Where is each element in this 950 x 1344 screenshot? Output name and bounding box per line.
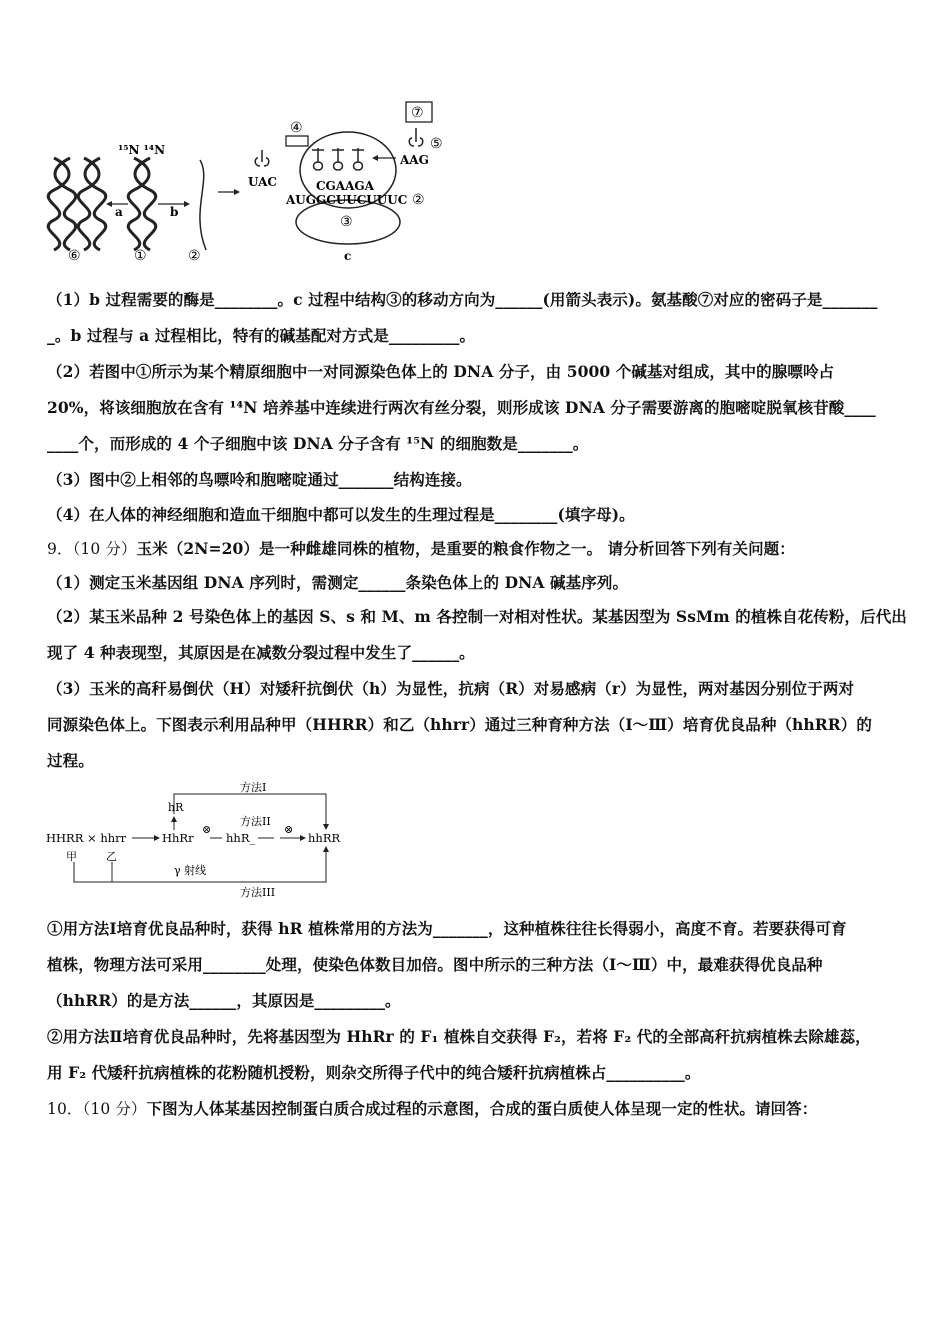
q9-line-1: （1）测定玉米基因组 DNA 序列时，需测定______条染色体上的 DNA 碱基序列。 (47, 573, 629, 592)
q10-score: （10 分） (82, 1100, 147, 1118)
q9-sub2-line-1: ②用方法Ⅱ培育优良品种时，先将基因型为 HhRr 的 F₁ 植株自交获得 F₂，若将 F₂ 代的全部高秆抗病植株去除雄蕊， (47, 1027, 871, 1046)
hhrr-target-label: hhRR (308, 831, 341, 845)
breeding-methods-figure (44, 778, 364, 900)
q9-line-5: 同源染色体上。下图表示利用品种甲（HHRR）和乙（hhrr）通过三种育种方法（Ⅰ～Ⅲ）培育优良品种（hhRR）的 (47, 715, 872, 734)
label-2: ② (188, 248, 201, 264)
mrna-sequence: AUGGCUUCUUUC (286, 193, 408, 207)
hr-label: hR (168, 801, 184, 814)
q9-line-4: （3）玉米的高秆易倒伏（H）对矮秆抗倒伏（h）为显性，抗病（R）对易感病（r）为显性，两对基因分别位于两对 (47, 679, 855, 698)
yi-label: 乙 (106, 850, 117, 863)
q9-score: （10 分） (72, 540, 137, 558)
dna-helix-6 (48, 158, 106, 250)
q8-line-6: （3）图中②上相邻的鸟嘌呤和胞嘧啶通过_______结构连接。 (47, 470, 472, 489)
aag-label: AAG (400, 153, 429, 167)
method-3-label: 方法III (240, 886, 276, 899)
isotope-label: ¹⁵N ¹⁴N (118, 143, 166, 157)
label-7: ⑦ (411, 105, 424, 121)
uac-label: UAC (248, 175, 277, 189)
q9-sub2-line-2: 用 F₂ 代矮秆抗病植株的花粉随机授粉，则杂交所得子代中的纯合矮秆抗病植株占__________。 (47, 1063, 701, 1082)
dna-helix-1 (128, 158, 156, 250)
q8-line-3: （2）若图中①所示为某个精原细胞中一对同源染色体上的 DNA 分子，由 5000 个碱基对组成，其中的腺嘌呤占 (47, 362, 835, 381)
dna-process-figure (40, 100, 460, 265)
label-2b: ② (412, 192, 425, 208)
method-2-label: 方法II (240, 815, 271, 828)
q9-line-6: 过程。 (47, 751, 94, 770)
q9-number: 9． (47, 540, 73, 558)
label-6: ⑥ (68, 248, 81, 264)
q9-sub1-line-2: 植株，物理方法可采用________处理，使染色体数目加倍。图中所示的三种方法（Ⅰ～Ⅲ）中，最难获得优良品种 (47, 955, 823, 974)
label-5: ⑤ (430, 136, 443, 152)
jia-label: 甲 (66, 850, 77, 863)
q8-line-4: 20%，将该细胞放在含有 ¹⁴N 培养基中连续进行两次有丝分裂，则形成该 DNA 分子需要游离的胞嘧啶脱氧核苷酸____ (47, 398, 876, 417)
q8-line-2: _。b 过程与 a 过程相比，特有的碱基配对方式是_________。 (47, 326, 476, 345)
label-3: ③ (340, 214, 353, 230)
q8-line-7: （4）在人体的神经细胞和造血干细胞中都可以发生的生理过程是________(填字母)。 (47, 505, 635, 524)
parents-label: HHRR × hhrr (46, 831, 127, 845)
method-1-label: 方法I (240, 781, 267, 794)
label-4: ④ (290, 120, 303, 136)
f1-label: HhRr (162, 831, 194, 845)
q9-intro: 玉米（2N=20）是一种雌雄同株的植物，是重要的粮食作物之一。 请分析回答下列有关问题： (136, 539, 795, 558)
q9-line-3: 现了 4 种表现型，其原因是在减数分裂过程中发生了______。 (47, 643, 475, 662)
q10-header (47, 1097, 905, 1119)
gamma-ray-label: γ 射线 (174, 864, 207, 877)
cross-1: ⊗ (202, 823, 212, 836)
q9-sub1-line-3: （hhRR）的是方法______，其原因是_________。 (47, 991, 401, 1010)
mrna-codons-top: CGAAGA (316, 179, 374, 193)
q9-header (47, 537, 905, 559)
mrna-strand (200, 160, 206, 250)
q10-number: 10． (47, 1100, 83, 1118)
hhr-label: hhR_ (226, 831, 256, 845)
q8-line-1: （1）b 过程需要的酶是________。c 过程中结构③的移动方向为______(用箭头表示)。氨基酸⑦对应的密码子是_______ (47, 290, 878, 309)
trna-group (255, 128, 423, 170)
cross-2: ⊗ (284, 823, 294, 836)
q9-sub1-line-1: ①用方法Ⅰ培育优良品种时，获得 hR 植株常用的方法为_______，这种植株往往长得弱小，高度不育。若要获得可育 (47, 919, 847, 938)
q8-line-5: ____个，而形成的 4 个子细胞中该 DNA 分子含有 ¹⁵N 的细胞数是_______。 (47, 434, 589, 453)
label-a: a (115, 205, 123, 219)
label-c: c (344, 249, 352, 263)
label-1: ① (134, 248, 147, 264)
label-b: b (170, 205, 179, 219)
q10-text: 下图为人体某基因控制蛋白质合成过程的示意图，合成的蛋白质使人体呈现一定的性状。请回答： (146, 1099, 818, 1118)
q9-line-2: （2）某玉米品种 2 号染色体上的基因 S、s 和 M、m 各控制一对相对性状。某基因型为 SsMm 的植株自花传粉，后代出 (47, 607, 907, 626)
